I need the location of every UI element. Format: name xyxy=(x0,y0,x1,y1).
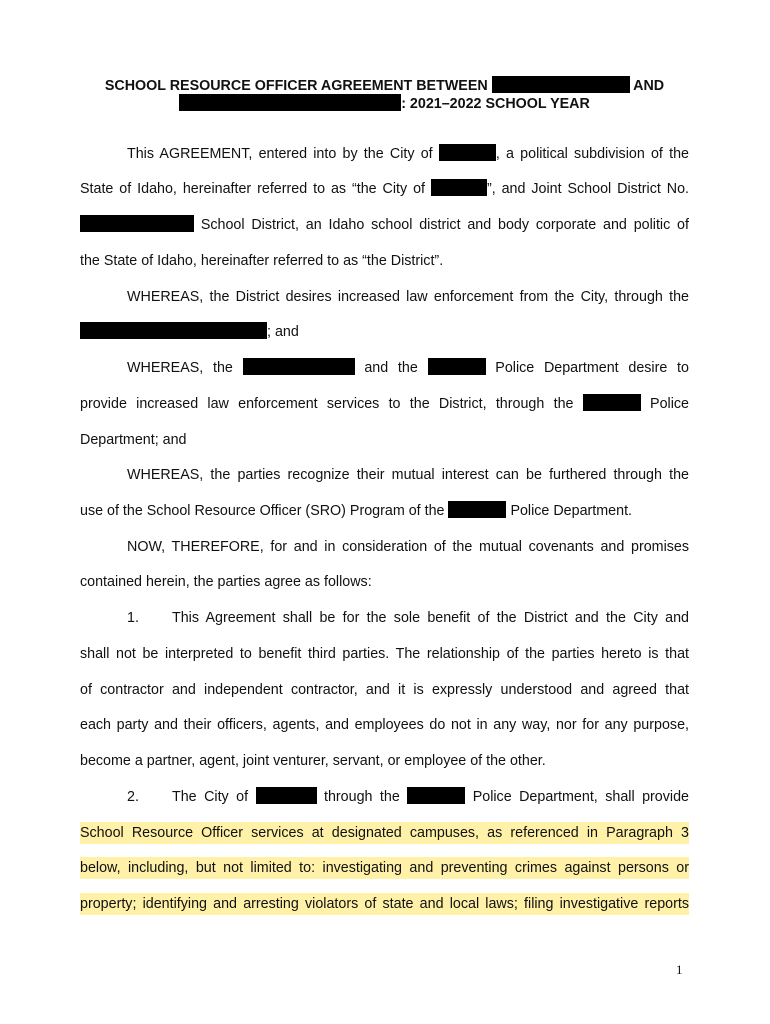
item1-line-2 xyxy=(80,643,689,665)
redaction-block xyxy=(407,787,465,804)
text: Department; and xyxy=(80,432,187,448)
whereas3-line-2 xyxy=(80,500,689,522)
text: The City of xyxy=(172,789,249,805)
text: This AGREEMENT, entered into by the City of xyxy=(127,146,433,162)
redaction-block xyxy=(448,501,506,518)
text: contained herein, the parties agree as follows: xyxy=(80,574,372,590)
redaction-block xyxy=(583,394,641,411)
title-text-b: AND xyxy=(633,78,665,94)
whereas3-line-1 xyxy=(127,464,689,486)
item2-line-3-highlighted xyxy=(80,857,689,879)
text: WHEREAS, the xyxy=(127,360,233,376)
text: the State of Idaho, hereinafter referred to as “the District”. xyxy=(80,253,444,269)
redaction-block xyxy=(179,94,401,111)
text: WHEREAS, the parties recognize their mutual interest can be furthered through the xyxy=(127,467,689,483)
text: each party and their officers, agents, and employees do not in any way, nor for any purpose, xyxy=(80,717,689,733)
para1-line-3 xyxy=(80,214,689,236)
text: ”, and Joint School District No. xyxy=(486,181,689,197)
item2-number: 2. xyxy=(127,789,139,805)
redaction-block xyxy=(492,76,630,93)
text: shall not be interpreted to benefit third parties. The relationship of the parties hereto is that xyxy=(80,646,689,662)
text: and the xyxy=(364,360,418,376)
text: , a political subdivision of the xyxy=(495,146,689,162)
item1-line-5 xyxy=(80,750,689,772)
redaction-block xyxy=(256,787,317,804)
text: use of the School Resource Officer (SRO) Program of the xyxy=(80,503,445,519)
title-year: : 2021–2022 SCHOOL YEAR xyxy=(401,96,590,112)
item1-number: 1. xyxy=(127,610,139,626)
text: ; and xyxy=(267,324,299,340)
text: This Agreement shall be for the sole benefit of the District and the City and xyxy=(172,610,689,626)
item1-line-4 xyxy=(80,714,689,736)
text: Police xyxy=(650,396,689,412)
text: NOW, THEREFORE, for and in consideration of the mutual covenants and promises xyxy=(127,539,689,555)
para1-line-2 xyxy=(80,178,689,200)
text: below, including, but not limited to: investigating and preventing crimes against persons or xyxy=(80,860,689,876)
title-line-2 xyxy=(80,93,689,115)
text: School District, an Idaho school district and body corporate and politic of xyxy=(200,217,689,233)
redaction-block xyxy=(243,358,355,375)
text: Police Department. xyxy=(510,503,633,519)
text: School Resource Officer services at designated campuses, as referenced in Paragraph 3 xyxy=(80,825,689,841)
whereas2-line-3 xyxy=(80,429,689,451)
title-text-a: SCHOOL RESOURCE OFFICER AGREEMENT BETWEEN xyxy=(104,78,488,94)
redaction-block xyxy=(439,144,496,161)
now-line-1 xyxy=(127,536,689,558)
text: Police Department, shall provide xyxy=(472,789,689,805)
para1-line-1 xyxy=(127,143,689,165)
text: WHEREAS, the District desires increased law enforcement from the City, through the xyxy=(127,289,689,305)
item1-line-1 xyxy=(172,607,689,629)
text: of contractor and independent contractor, and it is expressly understood and agreed that xyxy=(80,682,689,698)
whereas1-line-2 xyxy=(80,321,689,343)
text: State of Idaho, hereinafter referred to as “the City of xyxy=(80,181,425,197)
text: provide increased law enforcement services to the District, through the xyxy=(80,396,574,412)
text: become a partner, agent, joint venturer, servant, or employee of the other. xyxy=(80,753,546,769)
para1-line-4 xyxy=(80,250,689,272)
now-line-2 xyxy=(80,571,689,593)
item2-line-4-highlighted xyxy=(80,893,689,915)
text: through the xyxy=(323,789,400,805)
whereas1-line-1 xyxy=(127,286,689,308)
text: property; identifying and arresting violators of state and local laws; filing investigative reports xyxy=(80,896,689,912)
item2-line-1 xyxy=(172,786,689,808)
redaction-block xyxy=(428,358,486,375)
redaction-block xyxy=(80,322,267,339)
page-number: 1 xyxy=(676,962,683,977)
whereas2-line-1 xyxy=(127,357,689,379)
text: Police Department desire to xyxy=(495,360,689,376)
whereas2-line-2 xyxy=(80,393,689,415)
item2-line-2-highlighted xyxy=(80,822,689,844)
redaction-block xyxy=(80,215,194,232)
item1-line-3 xyxy=(80,679,689,701)
redaction-block xyxy=(431,179,487,196)
